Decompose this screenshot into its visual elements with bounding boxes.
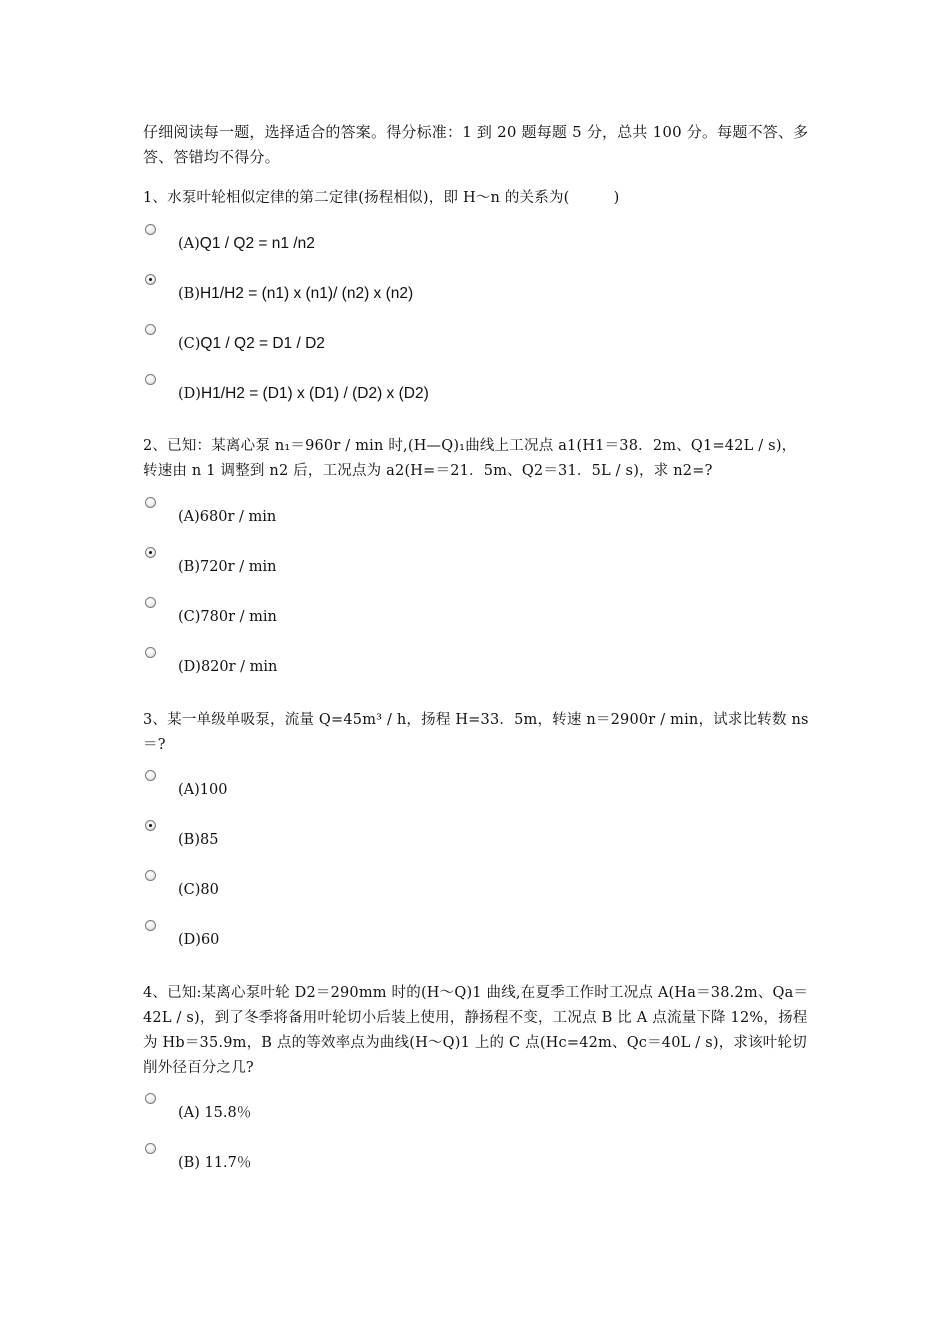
- radio-button-checked-icon[interactable]: [145, 820, 156, 831]
- q1-option-b[interactable]: [143, 274, 743, 314]
- instructions-text: 仔细阅读每一题，选择适合的答案。得分标准：1 到 20 题每题 5 分，总共 100 分。每题不答、多答、答错均不得分。: [143, 123, 809, 166]
- option-label-a: (A)680r / min: [178, 509, 277, 525]
- radio-button-icon[interactable]: [145, 1093, 156, 1104]
- option-label-b: (B)85: [178, 832, 219, 848]
- q2-option-a[interactable]: [143, 497, 743, 537]
- option-label-b: (B) 11.7％: [178, 1155, 252, 1171]
- radio-button-icon[interactable]: [145, 374, 156, 385]
- q1-option-a[interactable]: [143, 224, 743, 264]
- question-3-text: 3、某一单级单吸泵，流量 Q=45m³ / h，扬程 H=33．5m，转速 n＝2900r / min，试求比转数 ns＝?: [143, 712, 809, 753]
- radio-button-icon[interactable]: [145, 597, 156, 608]
- radio-button-icon[interactable]: [145, 1143, 156, 1154]
- radio-button-icon[interactable]: [145, 647, 156, 658]
- option-label-b: (B)H1/H2 = (n1) x (n1)/ (n2) x (n2): [178, 285, 414, 302]
- q2-option-c[interactable]: [143, 597, 743, 637]
- option-label-a: (A)Q1 / Q2 = n1 /n2: [178, 235, 315, 252]
- option-label-c: (C)Q1 / Q2 = D1 / D2: [178, 335, 325, 352]
- q1-option-d[interactable]: [143, 374, 743, 414]
- radio-button-icon[interactable]: [145, 497, 156, 508]
- option-label-d: (D)820r / min: [178, 659, 278, 675]
- option-label-c: (C)780r / min: [178, 609, 277, 625]
- q1-option-c[interactable]: [143, 324, 743, 364]
- radio-button-icon[interactable]: [145, 920, 156, 931]
- question-4-text: 4、已知:某离心泵叶轮 D2＝290mm 时的(H～Q)1 曲线,在夏季工作时工况点 A(Ha＝38.2m、Qa＝42L / s)，到了冬季将备用叶轮切小后装上使用，静扬程不变，工况点 B 比 A 点流量下降 12%，扬程为 Hb＝35.9m，B 点的等效率点为曲线(H～Q)1 上的 C 点(Hc=42m、Qc＝40L / s)，求该叶轮切削外径百分之几?: [143, 985, 809, 1076]
- q3-option-c[interactable]: [143, 870, 743, 910]
- option-label-d: (D)60: [178, 932, 220, 948]
- radio-button-icon[interactable]: [145, 770, 156, 781]
- question-2-text: 2、已知：某离心泵 n₁＝960r / min 时,(H—Q)₁曲线上工况点 a1(H1＝38．2m、Q1=42L / s)，转速由 n 1 调整到 n2 后，工况点为 a2(H=＝21．5m、Q2＝31．5L / s)，求 n2=?: [143, 438, 797, 479]
- question-1-text: 1、水泵叶轮相似定律的第二定律(扬程相似)，即 H～n 的关系为( ): [143, 190, 620, 206]
- q3-option-b[interactable]: [143, 820, 743, 860]
- q3-option-a[interactable]: [143, 770, 743, 810]
- q3-option-d[interactable]: [143, 920, 743, 960]
- option-label-b: (B)720r / min: [178, 559, 277, 575]
- option-label-d: (D)H1/H2 = (D1) x (D1) / (D2) x (D2): [178, 385, 429, 402]
- radio-button-checked-icon[interactable]: [145, 547, 156, 558]
- q4-option-a[interactable]: [143, 1093, 743, 1133]
- radio-button-icon[interactable]: [145, 870, 156, 881]
- option-label-a: (A)100: [178, 782, 228, 798]
- q2-option-b[interactable]: [143, 547, 743, 587]
- radio-button-checked-icon[interactable]: [145, 274, 156, 285]
- radio-button-icon[interactable]: [145, 324, 156, 335]
- option-label-a: (A) 15.8％: [178, 1105, 252, 1121]
- option-label-c: (C)80: [178, 882, 219, 898]
- q2-option-d[interactable]: [143, 647, 743, 687]
- radio-button-icon[interactable]: [145, 224, 156, 235]
- q4-option-b[interactable]: [143, 1143, 743, 1183]
